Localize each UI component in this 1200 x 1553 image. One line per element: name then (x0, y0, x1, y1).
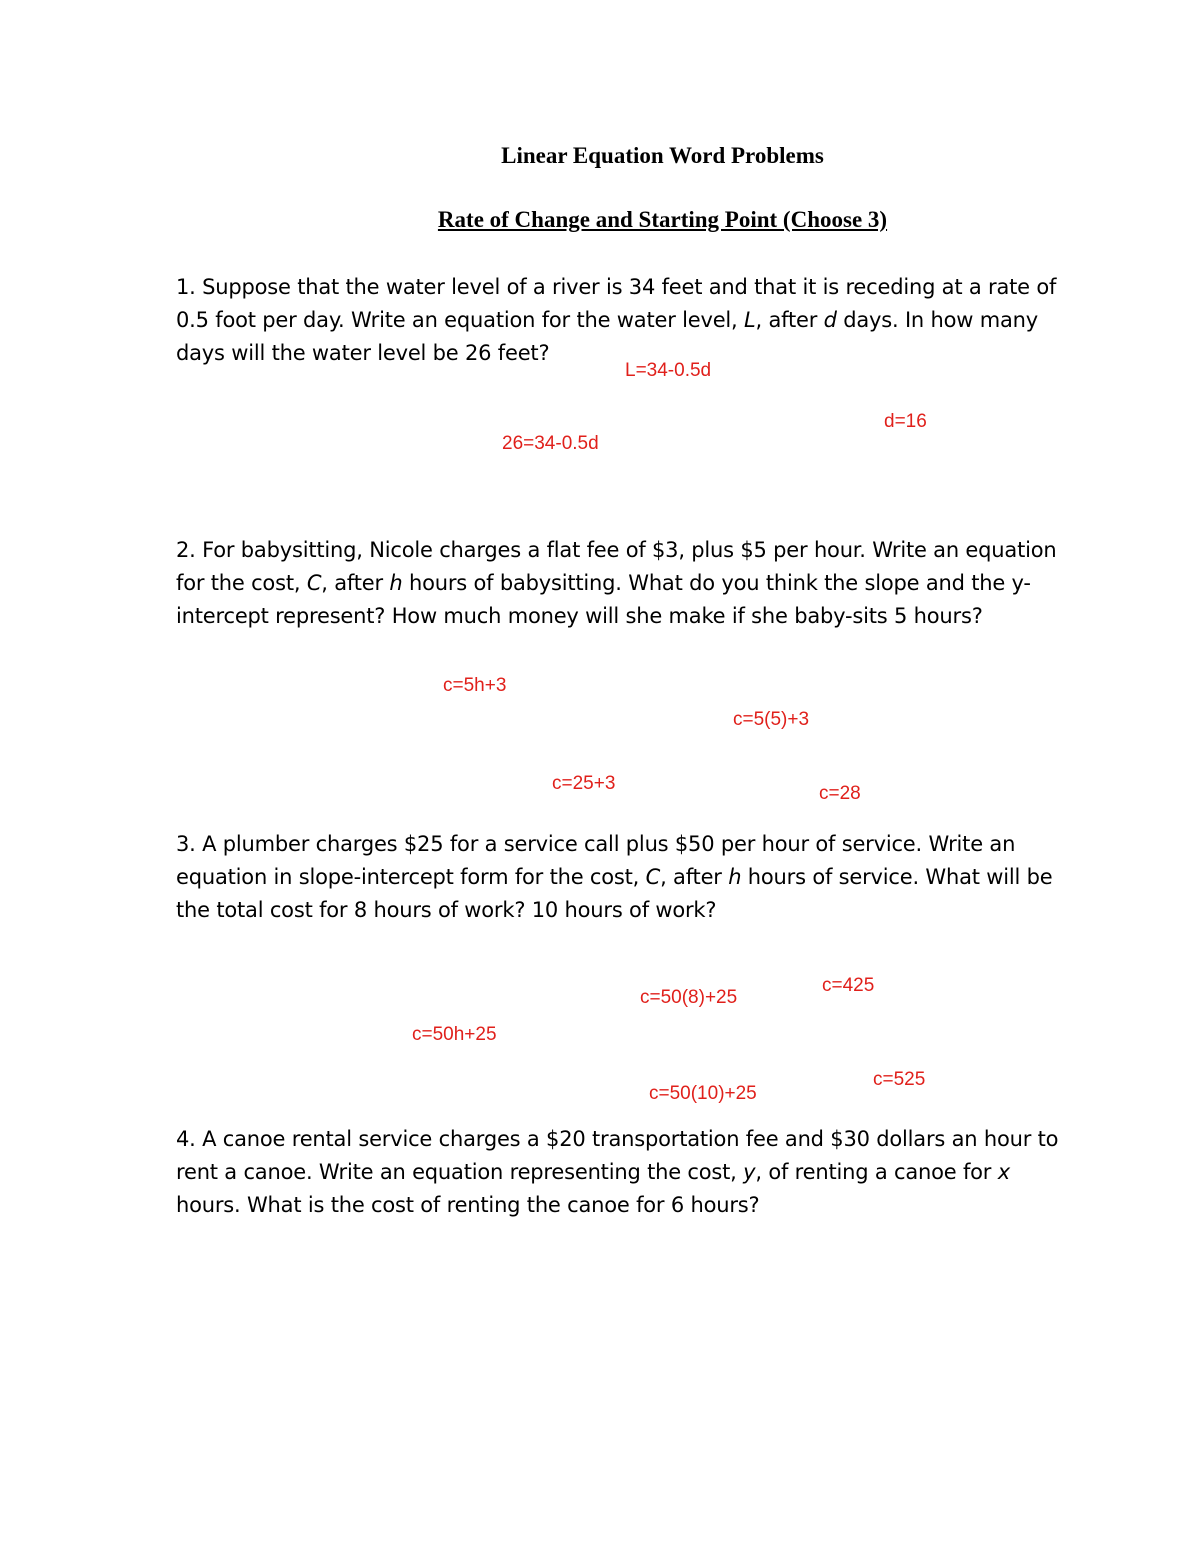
answer-3-substitution-8h: c=50(8)+25 (640, 987, 738, 1008)
problem-3-line-1: 3. A plumber charges $25 for a service call plus $50 per hour of service. Write an (176, 832, 1016, 856)
answer-3-result-10h: c=525 (873, 1069, 926, 1090)
worksheet-subtitle: Rate of Change and Starting Point (Choose 3) (437, 207, 888, 232)
answer-2-result: c=28 (819, 783, 861, 804)
problem-4-line-1: 4. A canoe rental service charges a $20 transportation fee and $30 dollars an hour to (176, 1127, 1059, 1151)
worksheet-title: Linear Equation Word Problems (501, 143, 824, 168)
answer-1-result: d=16 (884, 411, 927, 432)
problem-3 (176, 828, 1151, 927)
problem-4 (176, 1123, 1151, 1222)
problem-2-line-3: intercept represent? How much money will she make if she baby-sits 5 hours? (176, 604, 983, 628)
answer-3-substitution-10h: c=50(10)+25 (649, 1083, 757, 1104)
problem-4-line-2: rent a canoe. Write an equation representing the cost, y, of renting a canoe for x (176, 1160, 1010, 1184)
problem-1-line-3: days will the water level be 26 feet? (176, 341, 550, 365)
problem-4-line-3: hours. What is the cost of renting the canoe for 6 hours? (176, 1193, 760, 1217)
problem-2 (176, 534, 1151, 633)
answer-2-equation: c=5h+3 (443, 675, 507, 696)
answer-2-simplify: c=25+3 (552, 773, 616, 794)
answer-1-equation: L=34-0.5d (625, 360, 712, 381)
problem-1-line-1: 1. Suppose that the water level of a river is 34 feet and that it is receding at a rate of (176, 275, 1057, 299)
problem-2-line-1: 2. For babysitting, Nicole charges a flat fee of $3, plus $5 per hour. Write an equation (176, 538, 1057, 562)
answer-1-substitution: 26=34-0.5d (502, 433, 599, 454)
answer-3-result-8h: c=425 (822, 975, 875, 996)
problem-1 (176, 271, 1151, 370)
problem-2-line-2: for the cost, C, after h hours of babysitting. What do you think the slope and the y- (176, 571, 1031, 595)
answer-2-substitution: c=5(5)+3 (733, 709, 810, 730)
answer-3-equation: c=50h+25 (412, 1024, 497, 1045)
problem-3-line-3: the total cost for 8 hours of work? 10 hours of work? (176, 898, 717, 922)
problem-3-line-2: equation in slope-intercept form for the cost, C, after h hours of service. What will be (176, 865, 1053, 889)
problem-1-line-2: 0.5 foot per day. Write an equation for the water level, L, after d days. In how many (176, 308, 1038, 332)
